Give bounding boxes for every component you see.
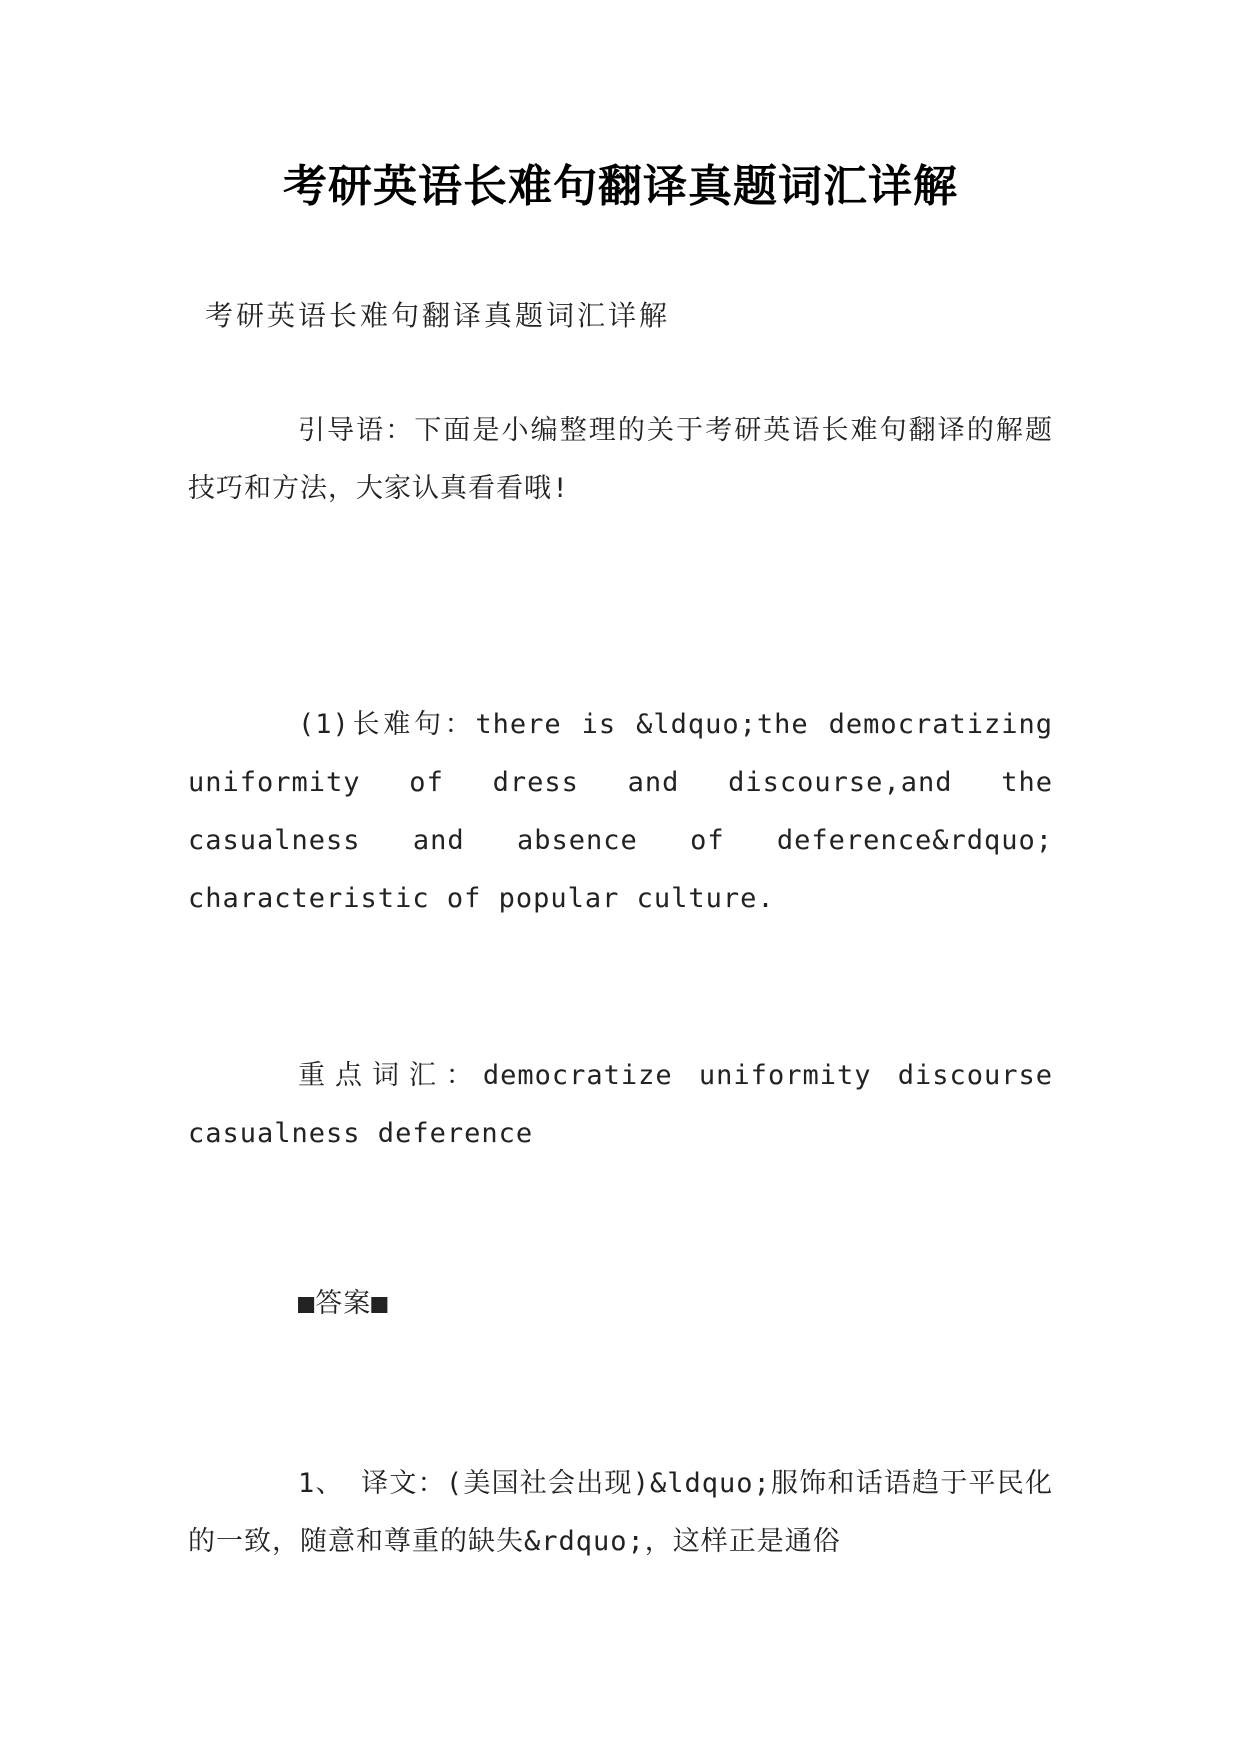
long-sentence-paragraph: (1)长难句：there is &ldquo;the democratizing uniformity of dress and discourse,and the casualness and absence of deference&rdquo; characteristic of popular culture.: [188, 709, 1053, 914]
answer-heading: ■答案■: [298, 1288, 389, 1319]
key-vocabulary-paragraph: 重点词汇：democratize uniformity discourse casualness deference: [188, 1060, 1053, 1149]
page-title: 考研英语长难句翻译真题词汇详解: [283, 161, 958, 212]
translation-paragraph: 1、 译文：(美国社会出现)&ldquo;服饰和话语趋于平民化的一致，随意和尊重的缺失&rdquo;，这样正是通俗: [188, 1468, 1053, 1557]
document-subtitle: 考研英语长难句翻译真题词汇详解: [205, 299, 671, 332]
intro-paragraph: 引导语：下面是小编整理的关于考研英语长难句翻译的解题技巧和方法，大家认真看看哦!: [188, 415, 1053, 504]
